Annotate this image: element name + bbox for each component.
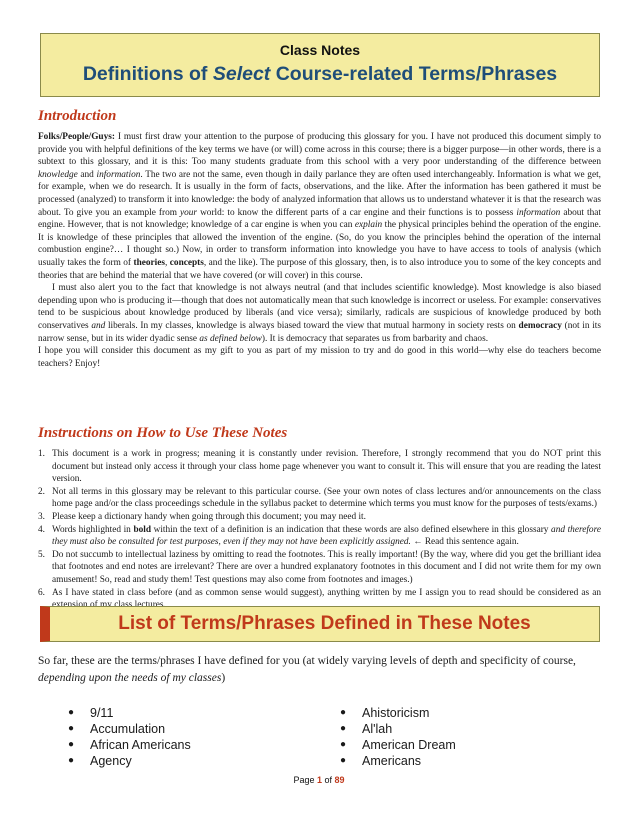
term-label: 9/11: [90, 706, 114, 720]
bullet-icon: ●: [340, 723, 347, 734]
item-text-part: within the text of a definition is an indication that these words are also defined elsewhere in this glossary: [151, 524, 552, 535]
intro-lead: Folks/People/Guys:: [38, 132, 115, 142]
introduction-body: [38, 131, 601, 370]
intro-paragraph-1: [38, 131, 601, 282]
list-item: [340, 705, 456, 721]
bullet-icon: ●: [340, 707, 347, 718]
page-label: Page: [293, 775, 317, 785]
terms-list-title: List of Terms/Phrases Defined in These Notes: [118, 613, 531, 634]
introduction-heading: Introduction: [38, 108, 117, 124]
page-number: 1: [316, 775, 322, 785]
intro-italic: depending upon the needs of my classes: [38, 672, 222, 684]
intro-text: the physical principles behind the operation of the engine. It is knowledge of these principles that allowed the invention of the engine. (So, do you know the principles behind the operation of the internal combustion engine?… I thought so.) Now, in order to transform information into knowledge you have to have access to tools of analysis (which usually takes the form of: [38, 220, 601, 268]
intro-emphasis: information: [96, 169, 141, 180]
bullet-icon: ●: [68, 739, 75, 750]
item-text: As I have stated in class before (and as common sense would suggest), anything written by me I assign you to read should be considered as an: [52, 587, 601, 598]
bullet-icon: ●: [340, 755, 347, 766]
item-text: This document is a work in progress; meaning it is constantly under revision. Therefore, I strongly recommend that you do NOT print this document but instead only access it through your class home page whenever you want to consult it. This will ensure that you are reading the latest version.: [52, 449, 601, 485]
list-item: [68, 753, 191, 769]
item-text: [52, 524, 601, 549]
title-emphasis: Select: [212, 63, 271, 85]
of-label: of: [322, 775, 335, 785]
intro-text: ,: [165, 257, 170, 268]
intro-text: about that engine. However, that is not knowledge; knowledge of a car engine is when you can: [38, 207, 601, 231]
intro-text: , and the like). The purpose of this glossary, then, is to also introduce you to some of the key concepts and theories that are behind the material that we have covered (or will cover) in this course.: [38, 257, 601, 281]
bullet-icon: ●: [68, 707, 75, 718]
term-label: Al'lah: [362, 722, 393, 736]
intro-text: world: to know the different parts of a car engine and their functions is to possess: [197, 207, 517, 218]
item-number: 3.: [38, 511, 45, 522]
term-label: American Dream: [362, 738, 456, 752]
term-label: Agency: [90, 754, 132, 768]
bullet-icon: ●: [340, 739, 347, 750]
term-label: Accumulation: [90, 722, 166, 736]
item-number: 6.: [38, 587, 45, 598]
intro-emphasis: and: [91, 320, 106, 331]
intro-paragraph-2: [38, 282, 601, 345]
item-number: 5.: [38, 549, 45, 560]
list-item: [38, 486, 601, 511]
left-arrow-icon: ←: [410, 537, 425, 548]
intro-text: and: [77, 169, 97, 180]
item-text-part: Words highlighted in: [52, 524, 134, 535]
list-item: [38, 448, 601, 486]
term-label: African Americans: [90, 738, 191, 752]
item-text: Please keep a dictionary handy when going through this document; you may need it.: [52, 511, 366, 522]
item-italic: and therefore they must also be consulted for test purposes, even if they may not have been explicitly assigned.: [52, 524, 601, 548]
list-item: [340, 737, 456, 753]
intro-emphasis: your: [180, 207, 198, 218]
item-number: 1.: [38, 449, 45, 459]
intro-text: (not in its narrow sense, but in its wider dyadic sense: [38, 320, 602, 344]
intro-text: liberals. In my classes, knowledge is always biased toward the view that mutual harmony in society rests on: [105, 320, 519, 331]
terms-column-left: [68, 705, 191, 769]
instructions-list: [38, 448, 601, 612]
intro-paragraph-3: I hope you will consider this document as my gift to you as part of my mission to try and do good in this world—why else do teachers become teachers? Enjoy!: [38, 346, 601, 369]
intro-text: So far, these are the terms/phrases I have defined for you (at widely varying levels of depth and specificity of course,: [38, 655, 576, 667]
intro-bold-term: concepts: [169, 257, 204, 268]
term-label: Ahistoricism: [362, 706, 430, 720]
intro-text: I must first draw your attention to the purpose of producing this glossary for you. I have not produced this document simply to provide you with helpful definitions of the key terms we have (or will) come across in this course; there is a bigger purpose—in other words, there is a subtext to this glossary, and it is this: Too many students graduate from this school with a very poor understanding of the difference between: [38, 132, 601, 168]
item-text: Do not succumb to intellectual laziness by omitting to read the footnotes. This is really important! (By the way, where did you get the brilliant idea that footnotes and end notes are irrelevant? There are over a hundred explanatory footnotes in this document and I did not write them for my own amusement! So, read and study them! Test questions may also come from footnotes and images.): [52, 549, 601, 585]
item-bold: bold: [133, 524, 152, 535]
item-text: Not all terms in this glossary may be relevant to this particular course. (See your own notes of class lectures and/or announcements on the class home page and/or the class proceedings schedule in the syllabus packet to determine which terms you must know for the purposes of tests/exams.): [52, 486, 601, 510]
bullet-icon: ●: [68, 723, 75, 734]
item-number: 4.: [38, 524, 45, 535]
intro-bold-term: democracy: [518, 320, 562, 331]
instructions-heading: Instructions on How to Use These Notes: [38, 425, 288, 441]
title-banner: [40, 33, 600, 97]
intro-text: I must also alert you to the fact that knowledge is not always neutral (and that includes scientific knowledge). Most knowledge is also biased depending upon who is producing it—though that does not automatically mean that such knowledge is incorrect or useless. For example: conservatives tend to be suspicious about knowledge produced by liberals (and vice versa); similarly, radicals are suspicious of knowledge produced by both conservatives: [38, 283, 601, 331]
intro-emphasis: explain: [354, 220, 383, 231]
list-item: [340, 721, 456, 737]
terms-column-right: [340, 705, 456, 769]
intro-emphasis: information: [516, 207, 561, 218]
list-item: [38, 549, 601, 587]
item-number: 2.: [38, 486, 45, 497]
list-item: [38, 524, 601, 549]
terms-list-intro: [38, 653, 601, 687]
title-part2: Course-related Terms/Phrases: [270, 63, 558, 85]
page-footer: [0, 775, 638, 785]
intro-emphasis: as defined below: [199, 333, 262, 344]
page-total: 89: [334, 775, 345, 785]
terms-list-banner: [40, 606, 600, 642]
intro-text: . The two are not the same, even though in daily parlance they are often used interchangeably. Information is what we get, for example, when we do research. It is usually in the form of facts, observations, and the like. After the information has been gathered it must be processed (analyzed) to transform it into knowledge: the body of analyzed information that allows us to understand whatever it is that the research was about. To give you an example from: [38, 169, 601, 218]
item-text-part: Read this sentence again.: [424, 537, 519, 548]
term-label: Americans: [362, 754, 422, 768]
title-part1: Definitions of: [82, 63, 213, 85]
intro-text: ): [221, 672, 226, 684]
intro-text: ). It is democracy that separates us from barbarity and chaos.: [261, 333, 489, 344]
list-item: [340, 753, 456, 769]
document-title: [41, 63, 599, 86]
bullet-icon: ●: [68, 755, 75, 766]
intro-emphasis: knowledge: [38, 169, 78, 180]
list-item: [68, 737, 191, 753]
intro-bold-term: theories: [133, 257, 165, 268]
list-item: [68, 705, 191, 721]
list-item: [68, 721, 191, 737]
list-item: [38, 511, 601, 524]
class-notes-label: Class Notes: [279, 42, 361, 58]
